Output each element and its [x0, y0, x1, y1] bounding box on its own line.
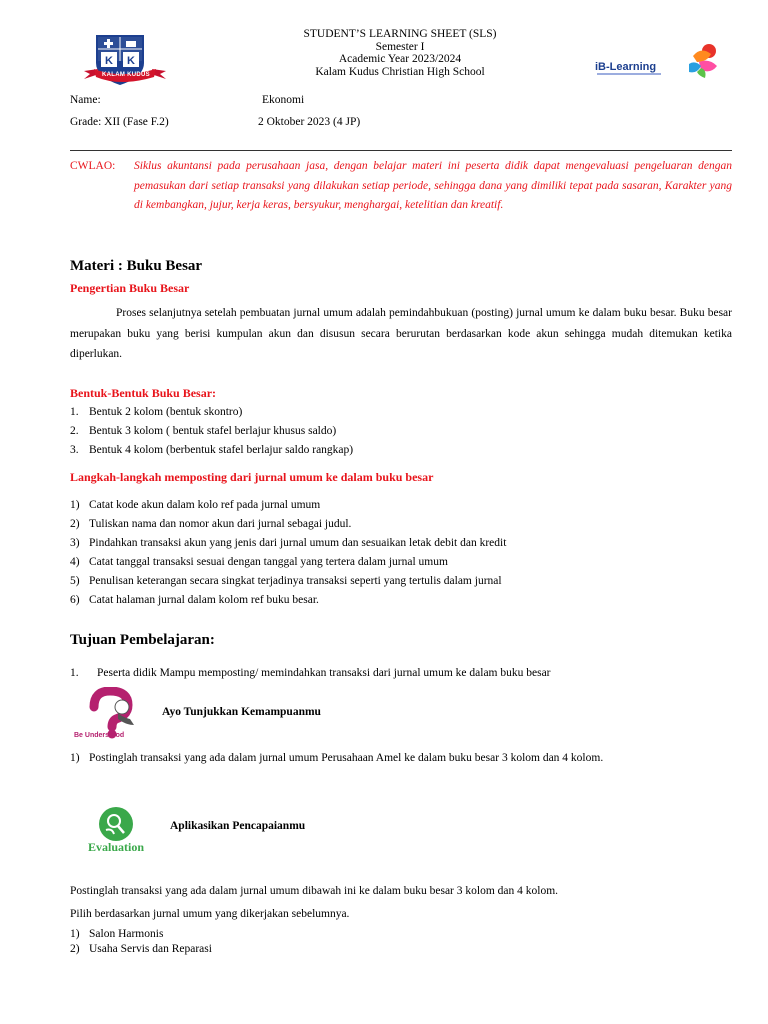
svg-text:K: K — [105, 55, 113, 67]
logo-banner-text: KALAM KUDUS — [102, 72, 150, 78]
aplikasi-list — [70, 927, 212, 957]
aplikasi-text-1: Postinglah transaksi yang ada dalam jurnal umum dibawah ini ke dalam buku besar 3 kolom dan 4 kolom. — [70, 885, 559, 897]
list-item — [70, 591, 506, 610]
cwlao-label: CWLAO: — [70, 160, 116, 172]
ayo-number: 1) — [70, 752, 80, 764]
evaluation-icon — [86, 806, 176, 856]
list-number: 4) — [70, 556, 80, 568]
list-text: Catat halaman jurnal dalam kolom ref buku besar. — [89, 594, 319, 606]
svg-text:K: K — [127, 55, 135, 67]
evaluation-caption: Evaluation — [88, 840, 145, 854]
academic-year: Academic Year 2023/2024 — [338, 53, 462, 65]
list-item — [70, 553, 506, 572]
list-text: Bentuk 3 kolom ( bentuk stafel berlajur khusus saldo) — [89, 425, 337, 437]
pengertian-text: Proses selanjutnya setelah pembuatan jurnal umum adalah pemindahbukuan (posting) jurnal umum ke dalam buku besar. Buku besar merupakan buku yang berisi kumpulan akun dan disusun secara berurutan berdasarkan kode akun sehingga mudah ditemukan ketika diperlukan. — [70, 307, 732, 360]
list-text: Bentuk 4 kolom (berbentuk stafel berlajur saldo rangkap) — [89, 444, 354, 456]
langkah-list — [70, 496, 506, 610]
langkah-heading: Langkah-langkah memposting dari jurnal umum ke dalam buku besar — [70, 470, 434, 484]
tujuan-heading: Tujuan Pembelajaran: — [70, 632, 215, 648]
list-number: 1) — [70, 928, 80, 940]
list-number: 3. — [70, 444, 79, 456]
name-label: Name: — [70, 94, 101, 106]
bentuk-list — [70, 403, 353, 460]
tujuan-text: Peserta didik Mampu memposting/ memindahkan transaksi dari jurnal umum ke dalam buku besar — [97, 667, 551, 679]
list-text: Tuliskan nama dan nomor akun dari jurnal sebagai judul. — [89, 518, 352, 530]
list-number: 2) — [70, 518, 80, 530]
school-logo — [82, 33, 170, 91]
list-item — [70, 515, 506, 534]
aplikasi-heading: Aplikasikan Pencapaianmu — [170, 820, 306, 832]
list-number: 1) — [70, 499, 80, 511]
list-item — [70, 534, 506, 553]
ib-learning-text: iB-Learning — [595, 61, 657, 73]
list-item — [70, 403, 353, 422]
document-header — [230, 28, 570, 78]
butterfly-icon — [593, 40, 723, 80]
ib-learning-logo — [593, 40, 723, 80]
tujuan-number: 1. — [70, 667, 79, 679]
subject-value: Ekonomi — [262, 94, 305, 106]
list-number: 2) — [70, 943, 80, 955]
list-item — [70, 422, 353, 441]
be-understood-icon — [72, 687, 154, 743]
list-item — [70, 942, 212, 957]
list-text: Penulisan keterangan secara singkat terjadinya transaksi seperti yang tertulis dalam jurnal — [89, 575, 502, 587]
grade-label: Grade: XII (Fase F.2) — [70, 116, 169, 128]
ayo-heading: Ayo Tunjukkan Kemampuanmu — [162, 706, 321, 718]
list-text: Bentuk 2 kolom (bentuk skontro) — [89, 406, 243, 418]
list-number: 5) — [70, 575, 80, 587]
cwlao-text: Siklus akuntansi pada perusahaan jasa, dengan belajar materi ini peserta didik dapat mengevaluasi pengeluaran dengan pemasukan dari setiap transaksi yang dilakukan setiap periode, sehingga dana yang dimiliki tepat pada sasaran, Karakter yang di kembangkan, jujur, kerja keras, bersyukur, menghargai, ketelitian dan kreatif. — [134, 160, 732, 211]
materi-heading: Materi : Buku Besar — [70, 258, 203, 274]
header-divider — [70, 150, 732, 151]
pengertian-paragraph — [70, 303, 732, 365]
list-text: Catat kode akun dalam kolo ref pada jurnal umum — [89, 499, 321, 511]
list-text: Catat tanggal transaksi sesuai dengan tanggal yang tertera dalam jurnal umum — [89, 556, 448, 568]
sheet-title: STUDENT’S LEARNING SHEET (SLS) — [303, 28, 497, 40]
list-number: 1. — [70, 406, 79, 418]
pengertian-heading: Pengertian Buku Besar — [70, 281, 190, 295]
school-name: Kalam Kudus Christian High School — [315, 65, 485, 78]
list-item — [70, 441, 353, 460]
date-value: 2 Oktober 2023 (4 JP) — [258, 116, 361, 128]
list-item — [70, 927, 212, 942]
list-text: Pindahkan transaksi akun yang jenis dari jurnal umum dan sesuaikan letak debit dan kredit — [89, 537, 507, 549]
list-text: Salon Harmonis — [89, 928, 164, 940]
shield-icon — [82, 33, 170, 91]
aplikasi-text-2: Pilih berdasarkan jurnal umum yang dikerjakan sebelumnya. — [70, 908, 350, 920]
list-text: Usaha Servis dan Reparasi — [89, 943, 212, 955]
bentuk-heading: Bentuk-Bentuk Buku Besar: — [70, 386, 217, 400]
list-number: 3) — [70, 537, 80, 549]
list-number: 2. — [70, 425, 79, 437]
semester: Semester I — [375, 40, 425, 53]
list-number: 6) — [70, 594, 80, 606]
ayo-text: Postinglah transaksi yang ada dalam jurnal umum Perusahaan Amel ke dalam buku besar 3 kolom dan 4 kolom. — [89, 752, 604, 764]
list-item — [70, 572, 506, 591]
list-item — [70, 496, 506, 515]
be-understood-caption: Be Understood — [74, 732, 125, 739]
